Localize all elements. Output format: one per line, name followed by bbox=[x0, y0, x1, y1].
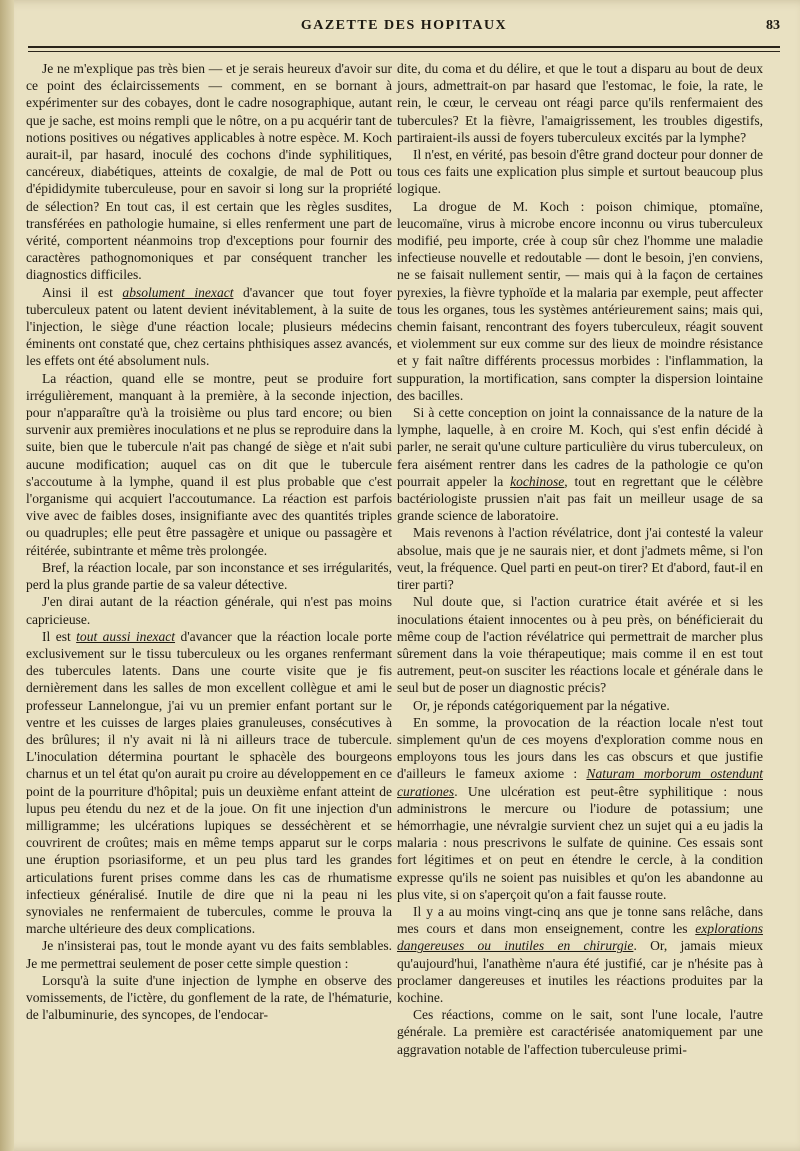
emphasized-phrase: kochinose bbox=[510, 473, 565, 489]
publication-title: GAZETTE DES HOPITAUX bbox=[300, 18, 508, 33]
paragraph-text: dite, du coma et du délire, et que le tout a disparu au bout de deux jours, admettrait-on par hasard que l'estomac, le foie, la rate, le rein, le cœur, le cerveau ont réagi parce qu'ils renfermaient des tubercules? Et la fièvre, l'amaigrissement, les troubles digestifs, partiraient-ils aussi de foyers tuberculeux excités par la lymphe? bbox=[397, 61, 763, 145]
paragraph-text: Or, je réponds catégoriquement par la négative. bbox=[413, 697, 670, 713]
page-binding-edge bbox=[0, 0, 14, 1151]
article-paragraph bbox=[26, 284, 392, 370]
article-paragraph bbox=[397, 198, 763, 404]
page-header bbox=[24, 18, 784, 40]
paragraph-text: La drogue de M. Koch : poison chimique, ptomaïne, leucomaïne, virus à microbe encore inconnu ou virus tuberculeux modifié, peu importe, crée à coup sûr chez l'homme une maladie infectieuse nouvelle et redoutable — dont le besoin, j'en conviens, ne se faisait nullement sentir, — mais qui à la façon de certaines pyrexies, la fièvre typhoïde et la malaria par exemple, peut affecter tous les organes, tous les systèmes antérieurement sains; mais qui, chemin faisant, rencontrant des foyers tuberculeux, réagit souvent et violemment sur eux comme sur des lieux de moindre résistance et y fait naître différents processus morbides : l'inflammation, la suppuration, la mortification, sans compter la dispersion lointaine des bacilles. bbox=[397, 198, 763, 403]
paragraph-text: , tout en regrettant que le célèbre bactériologiste prussien n'ait pas fait un meilleur usage de sa grande science de laboratoire. bbox=[397, 473, 763, 524]
paragraph-text: Ainsi il est bbox=[42, 284, 123, 300]
paragraph-text: Bref, la réaction locale, par son inconstance et ses irrégularités, perd la plus grande partie de sa valeur détective. bbox=[26, 559, 392, 593]
emphasized-phrase: tout aussi inexact bbox=[76, 628, 176, 644]
paragraph-text: d'avancer que la réaction locale porte exclusivement sur le tissu tuberculeux ou les organes renfermant des tubercules latents. Dans une courte visite que je fis dernièrement dans les salles de mon excellent collègue et ami le professeur Lannelongue, j'ai vu un premier enfant portant sur le ventre et les cuisses de larges plaies granuleuses, consécutives à des brûlures; il n'y avait ni là ni ailleurs trace de tubercule. L'inoculation détermina pourtant le sphacèle des bourgeons charnus et un tel état qu'on aurait pu croire au développement en ce point de la pourriture d'hôpital; puis un deuxième enfant atteint de lupus peu étendu du nez et de la joue. On fit une injection d'un milligramme; les ulcérations lupiques se desséchèrent et se couvrirent de croûtes; mais en même temps apparut sur le corps une éruption psoriasiforme, et un peu plus tard les grandes articulations furent prises comme dans les cas de rhumatisme infectieux généralisé. Inutile de dire que ni la peau ni les synoviales ne renfermaient de tubercules, comme le prouva la marche ultérieure des deux complications. bbox=[26, 628, 392, 937]
article-paragraph bbox=[397, 1006, 763, 1058]
article-paragraph bbox=[397, 714, 763, 903]
paragraph-text: Il est bbox=[42, 628, 77, 644]
paragraph-text: J'en dirai autant de la réaction générale, qui n'est pas moins capricieuse. bbox=[26, 594, 392, 627]
article-paragraph bbox=[397, 60, 763, 146]
paragraph-text: Mais revenons à l'action révélatrice, dont j'ai contesté la valeur absolue, mais que je ne saurais nier, et dont j'admets même, si l'on veut, la fréquence. Quel parti en peut-on tirer? Et d'abord, faut-il en tirer parti? bbox=[397, 525, 763, 593]
header-rule-thick bbox=[28, 46, 780, 48]
article-paragraph bbox=[26, 937, 392, 971]
article-paragraph bbox=[397, 524, 763, 593]
paragraph-text: Il n'est, en vérité, pas besoin d'être grand docteur pour donner de tous ces faits une explication plus simple et surtout beaucoup plus logique. bbox=[397, 147, 763, 197]
article-paragraph bbox=[397, 903, 763, 1006]
paragraph-text: En somme, la provocation de la réaction locale n'est tout simplement qu'un de ces moyens d'exploration comme nous en employons tous les jours dans les cas obscurs et que justifie d'ailleurs le fameux axiome : bbox=[397, 714, 763, 782]
paragraph-text: Je n'insisterai pas, tout le monde ayant vu des faits semblables. Je me permettrai seulement de poser cette simple question : bbox=[26, 938, 392, 971]
emphasized-phrase: absolument inexact bbox=[122, 284, 234, 300]
paragraph-text: Lorsqu'à la suite d'une injection de lymphe en observe des vomissements, de l'ictère, du gonflement de la rate, de l'hématurie, de l'albuminurie, des syncopes, de l'endocar- bbox=[26, 972, 392, 1023]
article-paragraph bbox=[26, 559, 392, 593]
article-paragraph bbox=[397, 697, 763, 714]
emphasized-phrase: explorations dangereuses ou inutiles en chirurgie bbox=[397, 921, 763, 954]
paragraph-text: . Une ulcération est peut-être syphilitique : nous administrons le mercure ou l'iodure de potassium; une hémorrhagie, une névralgie survient chez un sujet qui a eu jadis la malaria : nous prescrivons le sulfate de quinine. Ces essais sont fort légitimes et on peut en étendre le cercle, à la condition expresse qu'ils ne soient pas nuisibles et qu'on les abandonne au plus vite, si on s'aperçoit qu'on a fait fausse route. bbox=[397, 783, 763, 902]
article-paragraph bbox=[26, 628, 392, 938]
article-paragraph bbox=[26, 972, 392, 1024]
article-paragraph bbox=[26, 60, 392, 284]
article-paragraph bbox=[397, 593, 763, 696]
article-paragraph bbox=[397, 146, 763, 198]
article-paragraph bbox=[26, 593, 392, 627]
paragraph-text: La réaction, quand elle se montre, peut se produire fort irrégulièrement, manquant à la première, à la seconde injection, pour n'apparaître qu'à la troisième ou plus tard encore; ou bien survenir aux premières inoculations et ne plus se reproduire dans la suite, bien que le tubercule n'ait pas changé de siège et n'ait subi aucune modification; auquel cas on dit que le tubercule s'accoutume à la lymphe, quand il est plus probable que c'est l'organisme qui acquiert l'accoutumance. La réaction est parfois vive avec de faibles doses, insignifiante avec des quantités triples ou quadruples; elle peut être passagère et unique ou passagère et réitérée, subintrante et même très prolongée. bbox=[26, 370, 392, 558]
paragraph-text: Il y a au moins vingt-cinq ans que je tonne sans relâche, dans mes cours et dans mon enseignement, contre les bbox=[397, 903, 763, 937]
article-paragraph bbox=[26, 370, 392, 559]
left-text-column bbox=[26, 60, 392, 1023]
article-paragraph bbox=[397, 404, 763, 524]
emphasized-phrase: Naturam morborum ostendunt curationes bbox=[397, 766, 763, 799]
page-number: 83 bbox=[766, 18, 780, 33]
paragraph-text: Nul doute que, si l'action curatrice était avérée et si les inoculations étaient innocentes ou à peu près, on bénéficierait du même coup de l'action révélatrice qui permettrait de marcher plus sûrement dans la voie thérapeutique; mais comme il en est tout autrement, peut-on susciter les réactions locale et générale dans le seul but de poser un diagnostic précis? bbox=[397, 594, 763, 696]
paragraph-text: Ces réactions, comme on le sait, sont l'une locale, l'autre générale. La première est caractérisée anatomiquement par une aggravation notable de l'affection tuberculeuse primi- bbox=[397, 1007, 763, 1057]
paragraph-text: . Or, jamais mieux qu'aujourd'hui, l'anathème n'aura été justifié, car je n'hésite pas à proclamer dangereuses et inutiles les réactions produites par la kochine. bbox=[397, 938, 763, 1005]
paragraph-text: Je ne m'explique pas très bien — et je serais heureux d'avoir sur ce point des éclaircissements — comment, en se bornant à expérimenter sur des cobayes, dont le cadre nosographique, autant que je sache, est moins rempli que le nôtre, on a pu acquérir tant de notions positives ou négatives applicables à notre espèce. M. Koch aurait-il, par hasard, inoculé des cochons d'inde syphilitiques, cancéreux, diabétiques, atteints de coxalgie, de mal de Pott ou d'épididymite tuberculeuse, pour en savoir si long sur la propriété de sélection? En tout cas, il est certain que les règles susdites, transférées en pathologie humaine, si elles renferment une part de vérité, comportent néanmoins trop d'exceptions pour fournir des caractères pathognomoniques et par conséquent trancher les diagnostics difficiles. bbox=[26, 61, 392, 283]
paragraph-text: d'avancer que tout foyer tuberculeux patent ou latent devient inévitablement, à la suite de l'injection, le siège d'une réaction locale; plusieurs médecins éminents ont constaté que, chez certains phthisiques assez avancés, les effets ont été absolument nuls. bbox=[26, 284, 393, 369]
header-rule-thin bbox=[28, 51, 780, 52]
right-text-column bbox=[397, 60, 763, 1058]
paragraph-text: Si à cette conception on joint la connaissance de la nature de la lymphe, laquelle, à en croire M. Koch, qui s'est enfin décidé à parler, ne serait qu'une culture particulière du virus tuberculeux, on fera aisément rentrer dans les cadres de la pathologie ce qu'on pourrait appeler la bbox=[397, 405, 763, 489]
